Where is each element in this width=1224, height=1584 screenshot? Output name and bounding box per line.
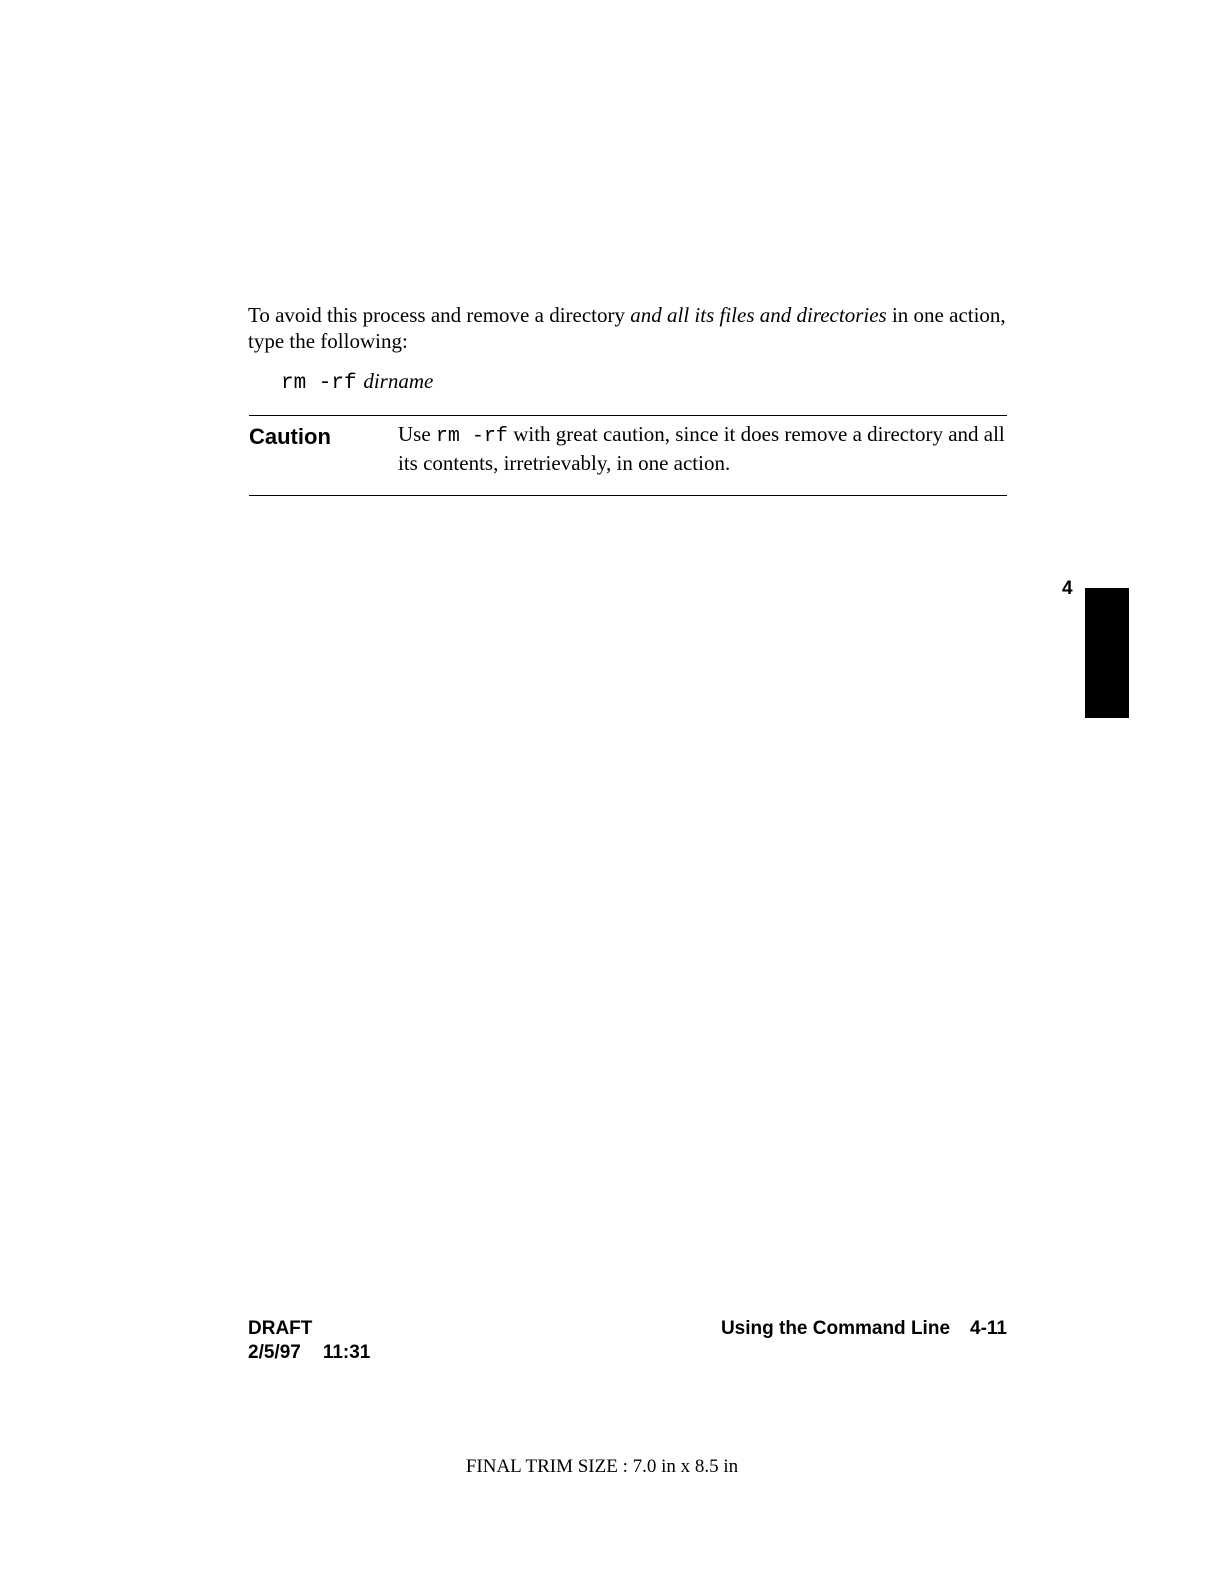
command-text: rm -rf xyxy=(281,372,357,395)
intro-paragraph xyxy=(248,302,1008,354)
caution-text-end: with great caution, since it does remove a directory and all its contents, irretrievably, in one action. xyxy=(398,422,1005,475)
command-example xyxy=(281,368,433,397)
intro-text-emphasis: and all its files and directories xyxy=(630,303,887,327)
command-argument: dirname xyxy=(363,369,434,393)
intro-text-start: To avoid this process and remove a directory xyxy=(248,303,631,327)
footer-draft-info xyxy=(248,1317,370,1365)
chapter-tab-number: 4 xyxy=(1062,578,1073,599)
caution-label: Caution xyxy=(249,424,331,449)
trim-size-note: FINAL TRIM SIZE : 7.0 in x 8.5 in xyxy=(465,1456,739,1477)
caution-command: rm -rf xyxy=(435,425,508,448)
caution-text-start: Use xyxy=(398,422,436,446)
caution-bottom-rule xyxy=(249,495,1007,496)
page-number: 4-11 xyxy=(970,1318,1007,1339)
chapter-title: Using the Command Line xyxy=(720,1318,951,1339)
draft-date: 2/5/97 xyxy=(248,1342,301,1363)
draft-time: 11:31 xyxy=(322,1342,371,1363)
intro-text-end: in one action, type the following: xyxy=(248,303,1006,353)
draft-label: DRAFT xyxy=(248,1318,313,1339)
caution-top-rule xyxy=(249,415,1007,416)
chapter-thumb-tab xyxy=(1085,588,1129,718)
caution-text xyxy=(398,421,1008,476)
footer-running-title xyxy=(721,1317,1007,1341)
draft-timestamp xyxy=(248,1341,370,1365)
